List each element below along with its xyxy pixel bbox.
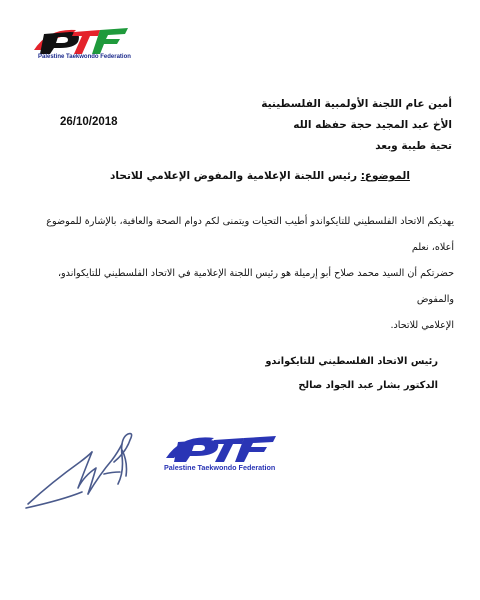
recipient-line-2: الأخ عبد المجيد حجة حفظه الله [293, 119, 452, 131]
subject-text: رئيس اللجنة الإعلامية والمفوض الإعلامي للاتحاد [110, 170, 358, 182]
subject-line [110, 170, 410, 182]
ptf-logo-icon [30, 22, 130, 56]
subject-label: الموضوع: [360, 170, 410, 182]
signer-name: الدكتور بشار عبد الجواد صالح [298, 380, 438, 391]
body-line-2: حضرتكم أن السيد محمد صلاح أبو إرميلة هو رئيس اللجنة الإعلامية في الاتحاد الفلسطيني للتايكواندو، والمفوض [57, 268, 454, 305]
letter-body [40, 209, 454, 339]
stamp-logo [162, 430, 292, 490]
body-line-1: يهديكم الاتحاد الفلسطيني للتايكواندو أطيب التحيات ويتمنى لكم دوام الصحة والعافية، بالإشارة للموضوع أعلاه، نعلم [46, 216, 454, 253]
recipient-block [192, 94, 452, 157]
handwritten-signature [22, 422, 152, 512]
logo-caption: Palestine Taekwondo Federation [38, 54, 131, 60]
signer-title: رئيس الاتحاد الفلسطيني للتايكواندو [265, 356, 438, 367]
recipient-line-3: تحية طيبة وبعد [375, 140, 452, 152]
stamp-caption: Palestine Taekwondo Federation [164, 463, 276, 472]
federation-logo [30, 22, 130, 68]
stamp-ptf-icon [162, 430, 278, 464]
recipient-line-1: أمين عام اللجنة الأولمبية الفلسطينية [261, 98, 452, 110]
signer-block [218, 350, 438, 398]
letter-date: 26/10/2018 [60, 116, 118, 128]
body-line-3: الإعلامي للاتحاد. [390, 320, 454, 331]
